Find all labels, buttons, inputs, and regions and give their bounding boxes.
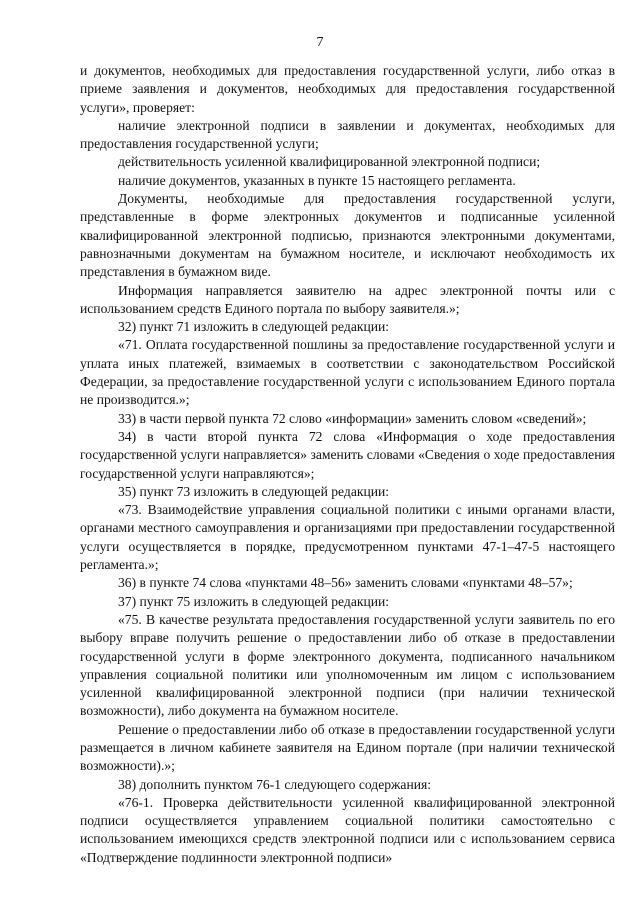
paragraph: Документы, необходимые для предоставления государственной услуги, представленные в форме электронных документов и подписанные усиленной квалифицированной электронной подписью, признаются электронными документами, равнозначными документам на бумажном носителе, и исключают необходимость их представления в бумажном виде.: [80, 191, 615, 280]
paragraph: действительность усиленной квалифицированной электронной подписи;: [118, 154, 541, 170]
paragraph: 37) пункт 75 изложить в следующей редакции:: [118, 593, 390, 609]
paragraph: наличие документов, указанных в пункте 15 настоящего регламента.: [118, 172, 516, 188]
document-body: [80, 62, 615, 867]
paragraph: «76-1. Проверка действительности усиленной квалифицированной электронной подписи осуществляется управлением социальной политики самостоятельно с использованием имеющихся средств электронной подписи или с использованием сервиса «Подтверждение подлинности электронной подписи»: [80, 794, 615, 865]
paragraph: «75. В качестве результата предоставления государственной услуги заявитель по его выбору вправе получить решение о предоставлении либо об отказе в предоставлении государственной услуги в форме электронного документа, подписанного начальником управления социальной политики или уполномоченным им лицом с использованием усиленной квалифицированной электронной подписи (при наличии технической возможности), либо документа на бумажном носителе.: [80, 611, 615, 719]
paragraph: «71. Оплата государственной пошлины за предоставление государственной услуги и уплата иных платежей, взимаемых в соответствии с законодательством Российской Федерации, за предоставление государственной услуги с использованием Единого портала не производится.»;: [80, 337, 615, 408]
paragraph: 36) в пункте 74 слова «пунктами 48–56» заменить словами «пунктами 48–57»;: [118, 575, 573, 591]
paragraph: Решение о предоставлении либо об отказе в предоставлении государственной услуги размещается в личном кабинете заявителя на Едином портале (при наличии технической возможности).»;: [80, 721, 615, 774]
paragraph: 33) в части первой пункта 72 слово «информации» заменить словом «сведений»;: [118, 410, 587, 426]
paragraph: 32) пункт 71 изложить в следующей редакции:: [118, 319, 390, 335]
paragraph: «73. Взаимодействие управления социальной политики с иными органами власти, органами местного самоуправления и организациями при предоставлении государственной услуги осуществляется в порядке, предусмотренном пунктами 47-1–47-5 настоящего регламента.»;: [80, 502, 615, 573]
paragraph: и документов, необходимых для предоставления государственной услуги, либо отказ в приеме заявления и документов, необходимых для предоставления государственной услуги», проверяет:: [80, 63, 615, 115]
page-number: 7: [316, 35, 324, 50]
paragraph: 38) дополнить пунктом 76-1 следующего содержания:: [118, 776, 432, 792]
paragraph: наличие электронной подписи в заявлении и документах, необходимых для предоставления государственной услуги;: [80, 117, 615, 152]
paragraph: 34) в части второй пункта 72 слова «Информация о ходе предоставления государственной услуги направляется» заменить словами «Сведения о ходе предоставления государственной услуги направляются»;: [80, 428, 615, 481]
paragraph: 35) пункт 73 изложить в следующей редакции:: [118, 483, 390, 499]
paragraph: Информация направляется заявителю на адрес электронной почты или с использованием средств Единого портала по выбору заявителя.»;: [80, 282, 615, 316]
